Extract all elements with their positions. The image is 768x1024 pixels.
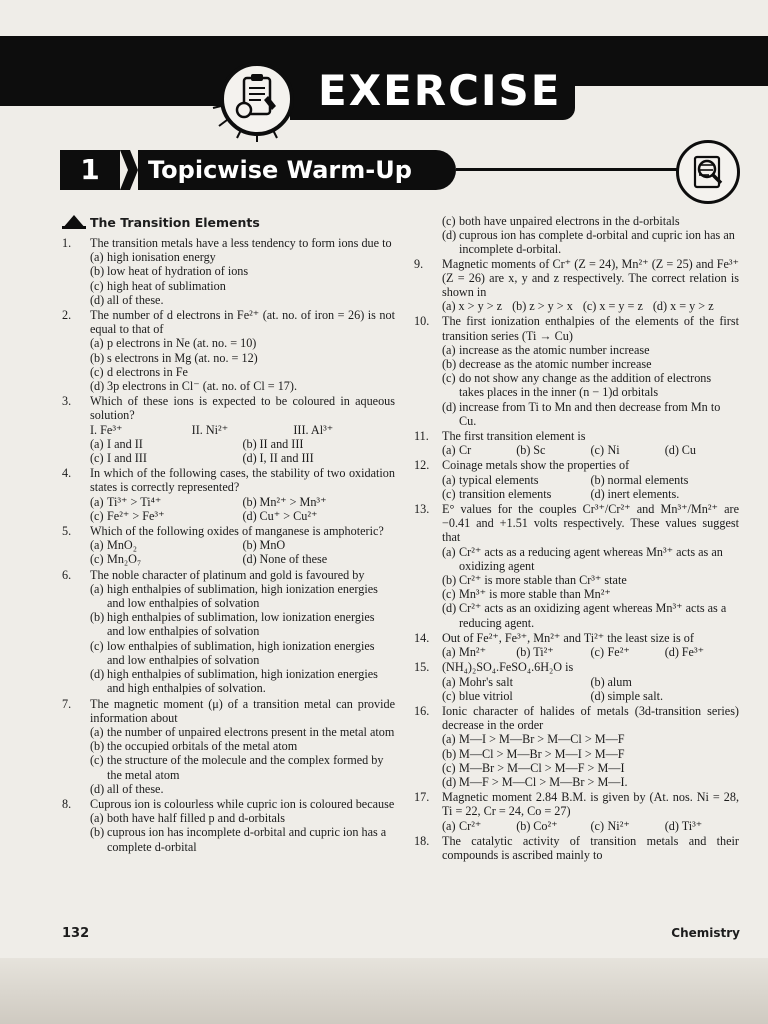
question-text: Magnetic moments of Cr⁺ (Z = 24), Mn²⁺ (Z = 25) and Fe³⁺ (Z = 26) are x, y and z respectively. The correct relation is shown in [442,256,739,300]
question-text: Coinage metals show the properties of [442,458,630,473]
option-text: alum [607,674,632,689]
question-text: The first transition element is [442,429,586,444]
option-text: x = y > z [670,299,714,314]
option-item [591,473,740,487]
question-item [414,834,739,862]
option-text: II and III [259,436,304,451]
question-number: 1. [62,236,72,250]
option-key: (a) [442,544,456,559]
option-key: (a) [90,494,104,509]
option-item [442,343,739,357]
question-text: Ionic character of halides of metals (3d-transition series) decrease in the order [442,703,739,733]
option-list [442,732,739,789]
option-item [90,610,395,638]
option-key: (b) [90,264,105,279]
option-text: Mn₂O₇ [107,552,142,567]
option-list [90,582,395,696]
option-text: blue vitriol [459,688,513,703]
option-key: (c) [590,443,605,458]
option-key: (b) [90,350,105,365]
option-grid [442,675,739,703]
option-key: (c) [590,645,605,660]
question-item [62,236,395,307]
option-key: (b) [590,674,605,689]
question-8-continued [414,214,739,257]
question-item [414,631,739,659]
option-item [591,819,665,833]
option-text: high enthalpies of sublimation, high ionization energies and low enthalpies of solvation [107,581,378,611]
option-key: (a) [442,645,456,660]
question-text: Which of the following oxides of manganese is amphoteric? [90,524,384,539]
option-item [90,739,395,753]
option-text: the occupied orbitals of the metal atom [107,739,298,754]
topic-divider [456,168,680,171]
option-grid [442,443,739,457]
option-text: normal elements [607,472,689,487]
option-key: (d) [442,601,457,616]
option-item [243,538,396,552]
option-key: (d) [242,552,257,567]
chevron-right-icon [118,150,138,190]
option-grid [90,495,395,523]
option-text: Co²⁺ [533,818,558,833]
option-text: z > y > x [529,299,573,314]
option-key: (a) [442,299,456,314]
option-text: increase from Ti to Mn and then decrease from Mn to Cu. [459,399,721,428]
option-key: (a) [442,342,456,357]
question-text: Out of Fe²⁺, Fe³⁺, Mn²⁺ and Ti²⁺ the least size is of [442,630,694,645]
option-item [516,443,590,457]
option-grid [442,819,739,833]
option-text: I and III [107,451,147,466]
option-key: (c) [442,587,456,602]
option-key: (b) [590,472,605,487]
option-text: None of these [259,552,328,567]
section-title: The Transition Elements [90,215,260,230]
option-key: (a) [90,336,104,351]
option-text: increase as the atomic number increase [459,342,650,357]
question-item [414,790,739,833]
option-item [243,451,396,465]
question-item [62,697,395,796]
option-key: (d) [442,228,457,243]
option-text: cuprous ion has incomplete d-orbital and cupric ion has a complete d-orbital [107,825,387,854]
statement-item: I. Fe³⁺ [90,422,123,437]
option-item [442,487,591,501]
option-text: high enthalpies of sublimation, low ionization energies and low enthalpies of solvation [107,610,375,639]
option-item [243,437,396,451]
clipboard-icon [220,62,294,136]
question-number: 12. [414,458,430,473]
option-text: Ti³⁺ [681,818,703,833]
option-item [90,264,395,278]
option-item [90,811,395,825]
option-item [442,357,739,371]
option-key: (c) [90,508,104,523]
question-item [414,429,739,457]
option-text: Ni [607,443,620,458]
option-grid [442,473,739,501]
option-item [90,639,395,667]
option-item [90,250,395,264]
option-key: (b) [90,825,105,840]
option-item [243,552,396,566]
question-text: The number of d electrons in Fe²⁺ (at. no. of iron = 26) is not equal to that of [90,308,395,337]
option-text: the structure of the molecule and the complex formed by the metal atom [107,753,384,782]
option-list [90,250,395,307]
question-item [414,314,739,428]
option-text: both have half filled p and d-orbitals [107,811,286,826]
question-item [62,524,395,567]
question-number: 17. [414,790,430,805]
option-text: M—F > M—Cl > M—Br > M—I. [459,774,628,789]
option-text: d electrons in Fe [107,364,188,379]
option-item [442,573,739,587]
option-key: (c) [442,760,456,775]
option-key: (b) [442,573,457,588]
option-key: (a) [90,724,104,739]
option-text: Fe²⁺ [607,645,630,660]
question-number: 3. [62,394,72,409]
option-item [442,732,739,746]
question-text: The transition metals have a less tendency to form ions due to [90,236,392,250]
option-text: both have unpaired electrons in the d-orbitals [459,214,680,228]
option-item [591,645,665,659]
option-item [591,675,740,689]
question-text: The catalytic activity of transition metals and their compounds is ascribed mainly to [442,833,739,862]
option-text: transition elements [459,486,552,501]
option-grid [90,437,395,465]
option-item [90,365,395,379]
option-key: (c) [582,299,597,314]
question-item [62,466,395,523]
option-item [442,214,739,228]
option-key: (d) [664,443,679,458]
left-column [62,214,395,855]
exercise-title: EXERCISE [318,66,562,115]
option-key: (a) [442,732,456,747]
question-number: 4. [62,466,72,481]
option-text: Fe³⁺ [681,645,705,660]
option-text: 3p electrons in Cl⁻ (at. no. of Cl = 17). [107,379,297,394]
option-item [442,601,739,629]
option-item [90,336,395,350]
question-text: Cuprous ion is colourless while cupric ion is coloured because [90,796,395,811]
option-list [90,336,395,393]
option-text: high heat of sublimation [107,278,226,293]
subject-label: Chemistry [671,926,740,940]
option-item [442,675,591,689]
option-key: (a) [90,250,104,265]
option-item [442,587,739,601]
option-key: (a) [90,581,104,596]
option-list [442,343,739,428]
option-item [591,443,665,457]
option-key: (b) [516,443,531,458]
option-item [90,495,243,509]
right-question-list [414,257,739,863]
page-number: 132 [62,926,90,941]
question-text: The magnetic moment (μ) of a transition metal can provide information about [90,696,395,725]
option-text: Cr²⁺ is more stable than Cr³⁺ state [459,573,627,588]
option-text: Mohr's salt [459,674,513,689]
statement-item: III. Al³⁺ [293,422,334,437]
option-item [90,509,243,523]
option-text: Cr [459,443,472,458]
question-number: 10. [414,314,430,329]
option-item [442,819,516,833]
question-item [62,568,395,696]
option-text: Cu [681,443,696,458]
option-key: (d) [242,508,257,523]
left-question-list [62,236,395,854]
option-item [665,819,739,833]
option-key: (b) [242,436,257,451]
option-item [442,689,591,703]
option-text: inert elements. [607,486,680,501]
option-item [442,371,739,399]
option-item [665,645,739,659]
option-item [243,495,396,509]
option-key: (a) [442,674,456,689]
question-item [414,660,739,703]
option-text: MnO [259,538,286,553]
question-number: 14. [414,630,430,645]
option-key: (d) [90,667,105,682]
option-grid [442,645,739,659]
option-item [90,379,395,393]
option-item [90,753,395,781]
section-marker-icon [62,215,86,229]
option-item [243,509,396,523]
question-item [62,394,395,465]
option-item [90,582,395,610]
option-item [90,825,395,853]
question-number: 9. [414,256,424,271]
option-item [442,299,502,313]
option-text: Cu⁺ > Cu²⁺ [259,508,318,523]
question-number: 13. [414,502,430,517]
option-text: Fe²⁺ > Fe³⁺ [107,508,165,523]
question-item [62,308,395,393]
option-key: (b) [442,357,457,372]
option-item [442,473,591,487]
option-key: (b) [242,538,257,553]
option-key: (d) [442,399,457,414]
section-heading [62,214,395,232]
statement-row [90,423,395,437]
question-number: 8. [62,796,72,811]
question-number: 18. [414,833,430,848]
option-item [583,299,643,313]
option-item [653,299,714,313]
option-text: I and II [107,436,143,451]
option-text: x = y = z [599,299,643,314]
option-text: all of these. [107,781,164,796]
option-item [516,645,590,659]
option-key: (b) [90,610,105,625]
option-item [90,451,243,465]
option-item [665,443,739,457]
option-grid [90,538,395,566]
question-item [414,502,739,630]
option-text: Ni²⁺ [607,818,630,833]
option-key: (a) [90,538,104,553]
option-key: (d) [442,774,457,789]
option-key: (d) [664,645,679,660]
question-text: E° values for the couples Cr³⁺/Cr²⁺ and Mn³⁺/Mn²⁺ are −0.41 and +1.51 volts respectively. These values suggest that [442,502,739,545]
option-text: low heat of hydration of ions [107,264,249,279]
option-key: (c) [442,688,456,703]
option-key: (d) [590,486,605,501]
option-item [90,667,395,695]
question-item [414,704,739,789]
option-key: (b) [442,746,457,761]
option-key: (c) [90,278,104,293]
question-text: Which of these ions is expected to be coloured in aqueous solution? [90,394,395,423]
option-key: (d) [90,379,105,394]
question-item [414,257,739,314]
question-item [62,797,395,854]
option-item [442,775,739,789]
option-key: (d) [90,781,105,796]
option-key: (d) [652,299,668,314]
option-text: Cr²⁺ [459,818,482,833]
option-item [591,689,740,703]
option-key: (c) [90,451,104,466]
option-list [90,725,395,796]
option-item [90,782,395,796]
option-key: (d) [90,292,105,307]
question-text: In which of the following cases, the stability of two oxidation states is correctly represented? [90,466,395,495]
option-text: M—I > M—Br > M—Cl > M—F [459,732,625,747]
question-number: 2. [62,308,72,323]
option-item [442,761,739,775]
magnifier-notebook-icon [676,140,740,204]
question-text: The noble character of platinum and gold is favoured by [90,567,365,582]
option-item [442,747,739,761]
option-key: (c) [90,753,104,768]
option-key: (a) [90,436,104,451]
option-text: M—Cl > M—Br > M—I > M—F [459,746,625,761]
option-text: Mn²⁺ > Mn³⁺ [259,494,327,509]
option-key: (b) [512,299,527,314]
option-text: p electrons in Ne (at. no. = 10) [107,336,257,351]
question-text: (NH₄)₂SO₄.FeSO₄.6H₂O is [442,660,574,675]
option-text: Sc [533,443,546,458]
option-key: (a) [442,443,456,458]
option-text: Ti²⁺ [533,645,554,660]
option-key: (c) [90,638,104,653]
option-item [90,293,395,307]
option-item [591,487,740,501]
option-item [90,279,395,293]
question-number: 16. [414,703,430,718]
option-key: (a) [442,818,456,833]
question-number: 15. [414,660,430,675]
option-key: (c) [590,818,605,833]
option-text: Mn²⁺ [459,645,487,660]
option-text: M—Br > M—Cl > M—F > M—I [459,760,625,775]
option-item [90,725,395,739]
option-key: (b) [90,739,105,754]
option-key: (b) [242,494,257,509]
option-text: the number of unpaired electrons present in the metal atom [107,724,395,739]
header-band-notch [0,86,230,106]
option-text: simple salt. [607,688,664,703]
option-key: (c) [442,214,456,228]
option-key: (c) [90,552,104,567]
option-text: do not show any change as the addition of electrons takes places in the inner (n − 1)d orbitals [459,371,712,400]
question-number: 6. [62,567,72,582]
question-number: 11. [414,429,429,444]
question-number: 7. [62,696,72,711]
option-text: s electrons in Mg (at. no. = 12) [107,350,258,365]
statement-item: II. Ni²⁺ [191,422,229,437]
option-text: I, II and III [259,451,314,466]
topic-title: Topicwise Warm-Up [148,156,412,184]
right-column [414,214,739,863]
option-item [512,299,573,313]
option-key: (d) [664,818,679,833]
option-text: Cr²⁺ acts as a reducing agent whereas Mn³⁺ acts as an oxidizing agent [459,544,723,573]
option-key: (c) [442,371,456,386]
option-item [442,645,516,659]
option-text: Mn³⁺ is more stable than Mn²⁺ [459,587,611,602]
topic-number: 1 [60,150,120,190]
option-text: all of these. [107,292,164,307]
option-text: high enthalpies of sublimation, high ionization energies and high enthalpies of solvation. [107,667,378,696]
option-key: (b) [516,645,531,660]
option-text: cuprous ion has complete d-orbital and cupric ion has an incomplete d-orbital. [459,228,735,257]
option-item [90,538,243,552]
option-key: (c) [442,486,456,501]
question-text: Magnetic moment 2.84 B.M. is given by (At. nos. Ni = 28, Ti = 22, Cr = 24, Co = 27) [442,790,739,819]
option-text: MnO₂ [107,538,137,553]
option-text: low enthalpies of sublimation, high ionization energies and low enthalpies of solvation [107,638,375,667]
option-key: (b) [516,818,531,833]
option-text: Cr²⁺ acts as an oxidizing agent whereas Mn³⁺ acts as a reducing agent. [459,601,727,630]
option-list [442,545,739,630]
option-list [90,811,395,854]
option-text: Ti³⁺ > Ti⁴⁺ [107,494,162,509]
option-item [442,545,739,573]
option-key: (a) [90,811,104,826]
option-item [516,819,590,833]
option-text: decrease as the atomic number increase [459,357,652,372]
option-key: (c) [90,364,104,379]
option-item [90,552,243,566]
option-key: (a) [442,472,456,487]
option-item [442,443,516,457]
option-item [90,437,243,451]
question-item [414,458,739,501]
option-text: x > y > z [458,299,503,314]
page-bottom-edge [0,958,768,1024]
question-text: The first ionization enthalpies of the elements of the first transition series (Ti → Cu) [442,314,739,343]
option-key: (d) [590,688,605,703]
option-key: (d) [242,451,257,466]
option-item [90,351,395,365]
option-text: typical elements [459,472,539,487]
question-number: 5. [62,524,72,539]
option-text: high ionisation energy [107,250,216,265]
option-item [442,228,739,256]
option-row [442,299,739,313]
option-item [442,400,739,428]
